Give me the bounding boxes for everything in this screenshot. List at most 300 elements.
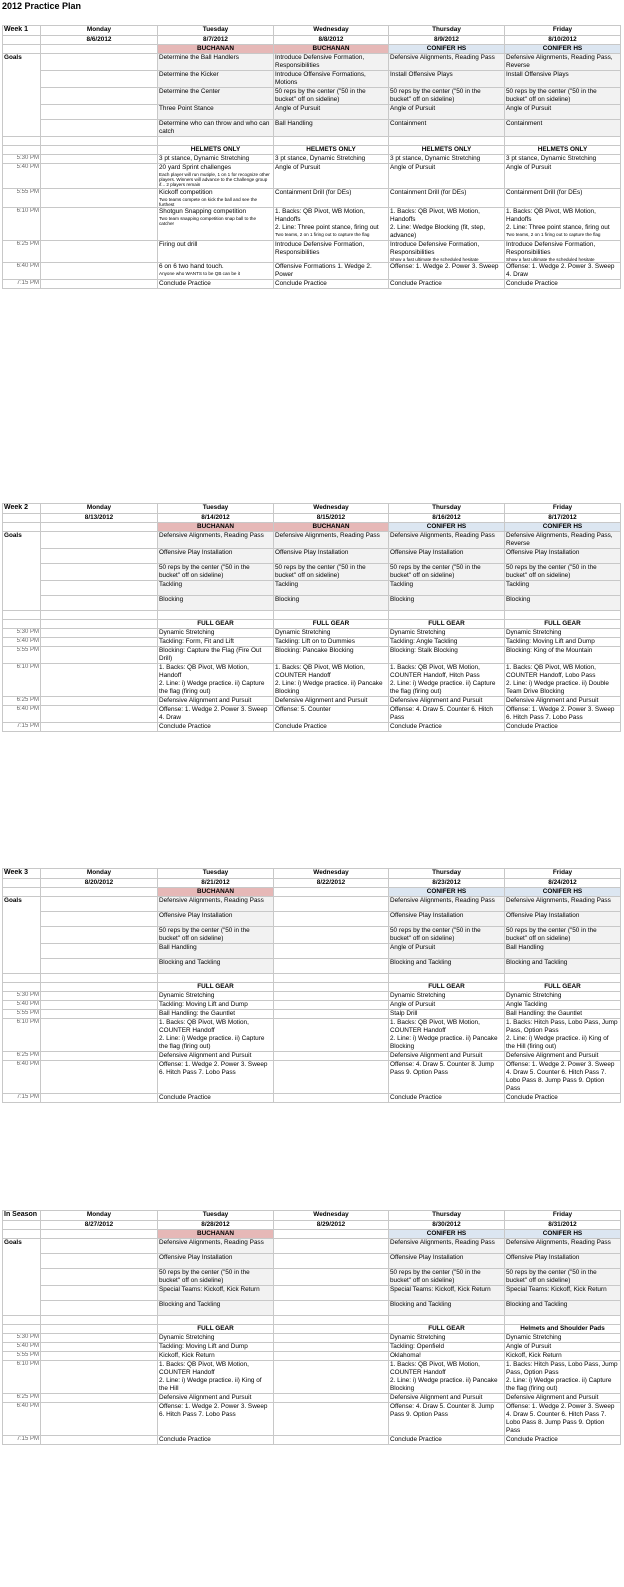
activity-cell (158, 646, 274, 663)
activity-cell (158, 663, 274, 696)
goal-cell: Containment (505, 119, 621, 136)
activity-text: Angle of Pursuit (390, 163, 436, 171)
activity-text: Show a fast ultimate the scheduled hesitate (506, 257, 595, 263)
goal-cell: Blocking (158, 595, 274, 610)
activity-cell (274, 705, 389, 722)
activity-cell (274, 1060, 389, 1093)
activity-cell (274, 1333, 389, 1342)
spacer-cell (389, 1315, 505, 1324)
goal-cell (274, 896, 389, 911)
schedule-row (3, 241, 621, 263)
day-date: 8/17/2012 (505, 513, 621, 522)
activity-cell (274, 696, 389, 705)
day-date: 8/8/2012 (274, 35, 389, 44)
activity-text: 2. Line: i) Wedge practice. ii) Capture the flag (firing out) (390, 679, 496, 695)
activity-text: 2. Line: Wedge Blocking (fit, step, advance) (390, 224, 486, 240)
activity-text: Conclude Practice (506, 280, 558, 288)
activity-cell (505, 663, 621, 696)
spacer-cell (3, 513, 41, 522)
spacer-cell (158, 136, 274, 145)
activity-text: 3 pt stance, Dynamic Stretching (390, 154, 481, 162)
activity-cell (505, 1051, 621, 1060)
activity-text: Angle of Pursuit (275, 163, 321, 171)
schedule-row (3, 663, 621, 696)
week-label: Week 2 (3, 504, 41, 514)
activity-text: Dynamic Stretching (275, 628, 331, 636)
location-badge: CONIFER HS (505, 887, 621, 896)
location-row (3, 44, 621, 53)
goal-cell: Defensive Alignments, Reading Pass (389, 896, 505, 911)
goal-cell: Blocking (389, 595, 505, 610)
spacer-cell (274, 136, 389, 145)
activity-text: 2. Line: i) Wedge practice. ii) Pancake Blocking (275, 679, 383, 695)
activity-cell (41, 1351, 158, 1360)
activity-text: Offense: 1. Wedge 2. Power 3. Sweep 4. Draw 5. Counter 6. Hitch Pass 7. Lobo Pass 8. Jump Pass 9. Option Pass (506, 1402, 615, 1434)
schedule-row (3, 696, 621, 705)
day-name-row (3, 26, 621, 36)
activity-cell (389, 637, 505, 646)
day-date: 8/9/2012 (389, 35, 505, 44)
activity-text: Defensive Alignment and Pursuit (159, 1051, 252, 1059)
goal-row (3, 958, 621, 973)
day-name-row (3, 504, 621, 514)
day-date: 8/16/2012 (389, 513, 505, 522)
activity-text: Blocking: Capture the Flag (Fire Out Drill) (159, 646, 262, 662)
spacer-cell (3, 878, 41, 887)
goal-row (3, 595, 621, 610)
time-slot: 6:40 PM (3, 263, 41, 280)
time-slot: 5:30 PM (3, 991, 41, 1000)
time-slot: 7:15 PM (3, 722, 41, 731)
location-badge (41, 44, 158, 53)
activity-cell (274, 1435, 389, 1444)
goal-cell: Angle of Pursuit (389, 943, 505, 958)
day-date: 8/13/2012 (41, 513, 158, 522)
time-slot: 6:40 PM (3, 1402, 41, 1435)
goal-cell: Blocking and Tackling (158, 958, 274, 973)
spacer-cell (41, 610, 158, 619)
activity-text: Conclude Practice (390, 280, 442, 288)
location-badge: CONIFER HS (389, 44, 505, 53)
goal-cell: Offensive Play Installation (389, 911, 505, 926)
activity-cell (41, 280, 158, 289)
activity-cell (158, 1000, 274, 1009)
activity-cell (505, 722, 621, 731)
time-slot: 6:40 PM (3, 705, 41, 722)
activity-text: Dynamic Stretching (506, 628, 562, 636)
day-date: 8/27/2012 (41, 1220, 158, 1229)
activity-cell (389, 188, 505, 208)
activity-text: Shotgun Snapping competition (159, 208, 247, 216)
goal-cell: Tackling (505, 580, 621, 595)
activity-cell (158, 1018, 274, 1051)
activity-text: Kickoff, Kick Return (159, 1351, 215, 1359)
goal-cell (41, 943, 158, 958)
gear-label: HELMETS ONLY (505, 145, 621, 154)
goal-cell (41, 1285, 158, 1300)
activity-cell (389, 1351, 505, 1360)
goal-row (3, 580, 621, 595)
activity-cell (158, 1393, 274, 1402)
goal-cell: 50 reps by the center ("50 in the bucket" off on sideline) (389, 563, 505, 580)
activity-cell (505, 1333, 621, 1342)
activity-cell (389, 263, 505, 280)
activity-text: Dynamic Stretching (390, 991, 446, 999)
spacer-cell (41, 973, 158, 982)
schedule-row (3, 1342, 621, 1351)
schedule-row (3, 637, 621, 646)
schedule-row (3, 628, 621, 637)
day-date: 8/29/2012 (274, 1220, 389, 1229)
activity-cell (158, 1402, 274, 1435)
activity-cell (505, 263, 621, 280)
activity-cell (41, 1000, 158, 1009)
goal-cell (41, 70, 158, 87)
time-slot: 7:15 PM (3, 1093, 41, 1102)
activity-cell (41, 991, 158, 1000)
activity-cell (505, 163, 621, 188)
activity-text: Conclude Practice (390, 722, 442, 730)
activity-cell (274, 1093, 389, 1102)
goal-cell (274, 926, 389, 943)
spacer-cell (3, 35, 41, 44)
goal-cell: 50 reps by the center ("50 in the bucket" off on sideline) (389, 926, 505, 943)
activity-cell (505, 1093, 621, 1102)
day-name: Wednesday (274, 869, 389, 879)
spacer-cell (389, 136, 505, 145)
spacer-row (3, 1315, 621, 1324)
spacer-cell (3, 610, 41, 619)
goal-cell (41, 563, 158, 580)
time-slot: 6:40 PM (3, 1060, 41, 1093)
activity-text: Tackling: Angle Tackling (390, 637, 458, 645)
goal-row (3, 943, 621, 958)
activity-text: Introduce Defensive Formation, Responsibilities (390, 241, 480, 257)
week-block (2, 1210, 621, 1445)
goal-row (3, 926, 621, 943)
schedule-row (3, 1393, 621, 1402)
spacer-cell (3, 522, 41, 531)
goal-cell: Special Teams: Kickoff, Kick Return (158, 1285, 274, 1300)
gear-label: FULL GEAR (158, 1324, 274, 1333)
activity-text: Offense: 1. Wedge 2. Power 3. Sweep (390, 263, 499, 271)
goal-cell: Defensive Alignments, Reading Pass (389, 53, 505, 70)
goal-cell: Offensive Play Installation (389, 1253, 505, 1268)
goal-cell (274, 911, 389, 926)
activity-text: Dynamic Stretching (159, 628, 215, 636)
goal-cell: 50 reps by the center ("50 in the bucket" off on sideline) (505, 926, 621, 943)
activity-cell (41, 1009, 158, 1018)
goal-cell: Defensive Alignments, Reading Pass (389, 1238, 505, 1253)
spacer-cell (3, 973, 41, 982)
activity-text: Angle of Pursuit (506, 1342, 552, 1350)
schedule-row (3, 1018, 621, 1051)
goal-cell (41, 104, 158, 119)
time-slot: 6:25 PM (3, 1393, 41, 1402)
activity-cell (389, 1051, 505, 1060)
activity-cell (389, 722, 505, 731)
activity-cell (389, 1018, 505, 1051)
goal-cell (41, 911, 158, 926)
activity-text: Defensive Alignment and Pursuit (275, 696, 368, 704)
activity-cell (41, 705, 158, 722)
gear-label: FULL GEAR (389, 619, 505, 628)
gear-label: FULL GEAR (505, 982, 621, 991)
goal-cell (274, 943, 389, 958)
day-name: Friday (505, 869, 621, 879)
activity-cell (158, 208, 274, 241)
activity-text: Offense: 1. Wedge 2. Power 3. Sweep 4. Draw (159, 705, 268, 721)
goal-cell: Determine the Kicker (158, 70, 274, 87)
activity-cell (274, 1018, 389, 1051)
location-badge: BUCHANAN (158, 1229, 274, 1238)
goal-cell (274, 958, 389, 973)
day-name: Thursday (389, 26, 505, 36)
activity-text: Blocking: Stalk Blocking (390, 646, 458, 654)
goal-cell: Defensive Alignments, Reading Pass, Reverse (505, 531, 621, 548)
location-badge: CONIFER HS (505, 522, 621, 531)
activity-cell (158, 1333, 274, 1342)
activity-text: Tackling: Lift on to Dummies (275, 637, 355, 645)
activity-cell (389, 1060, 505, 1093)
activity-cell (274, 1009, 389, 1018)
activity-cell (505, 637, 621, 646)
week-label: Week 3 (3, 869, 41, 879)
gear-label: FULL GEAR (389, 1324, 505, 1333)
activity-text: Defensive Alignment and Pursuit (506, 1051, 599, 1059)
time-slot: 6:10 PM (3, 208, 41, 241)
goal-cell: Offensive Play Installation (158, 1253, 274, 1268)
goal-cell (41, 87, 158, 104)
gear-label: FULL GEAR (505, 619, 621, 628)
schedule-row (3, 1000, 621, 1009)
day-name: Monday (41, 869, 158, 879)
goal-cell (41, 548, 158, 563)
activity-cell (41, 696, 158, 705)
spacer-cell (158, 610, 274, 619)
goals-label: Goals (3, 1238, 41, 1315)
date-row (3, 878, 621, 887)
activity-text: 1. Backs: QB Pivot, WB Motion, COUNTER Handoff (159, 1018, 249, 1034)
activity-cell (158, 628, 274, 637)
activity-cell (41, 722, 158, 731)
day-name: Thursday (389, 504, 505, 514)
goal-cell: 50 reps by the center ("50 in the bucket" off on sideline) (158, 926, 274, 943)
goal-row (3, 104, 621, 119)
activity-cell (505, 628, 621, 637)
activity-text: Offense: 1. Wedge 2. Power 3. Sweep 6. Hitch Pass 7. Lobo Pass (159, 1402, 268, 1418)
gear-label: FULL GEAR (389, 982, 505, 991)
day-date: 8/31/2012 (505, 1220, 621, 1229)
gear-label (41, 619, 158, 628)
goal-cell: Special Teams: Kickoff, Kick Return (505, 1285, 621, 1300)
goal-cell (274, 1268, 389, 1285)
activity-text: Tackling: Form, Fit and Lift (159, 637, 234, 645)
goal-cell: 50 reps by the center ("50 in the bucket" off on sideline) (274, 87, 389, 104)
goal-row (3, 87, 621, 104)
goal-cell (41, 926, 158, 943)
activity-cell (274, 991, 389, 1000)
week-table (2, 1210, 621, 1445)
gear-label: Helmets and Shoulder Pads (505, 1324, 621, 1333)
activity-text: Offense: 4. Draw 5. Counter 8. Jump Pass 9. Option Pass (390, 1060, 494, 1076)
day-date: 8/24/2012 (505, 878, 621, 887)
goal-cell: Determine who can throw and who can catch (158, 119, 274, 136)
activity-text: 2. Line: i) Wedge practice. ii) Pancake Blocking (390, 1034, 498, 1050)
goal-cell: Introduce Offensive Formations, Motions (274, 70, 389, 87)
activity-text: Conclude Practice (275, 280, 327, 288)
goal-cell: 50 reps by the center ("50 in the bucket" off on sideline) (389, 1268, 505, 1285)
activity-cell (158, 991, 274, 1000)
activity-text: 2. Line: i) Wedge practice. ii) King of the Hill (159, 1376, 262, 1392)
goal-cell: Determine the Center (158, 87, 274, 104)
activity-cell (389, 1342, 505, 1351)
activity-text: Tackling: Moving Lift and Dump (159, 1342, 248, 1350)
activity-cell (158, 1060, 274, 1093)
activity-text: Defensive Alignment and Pursuit (159, 1393, 252, 1401)
gear-row (3, 1324, 621, 1333)
activity-cell (274, 1360, 389, 1393)
spacer-cell (505, 973, 621, 982)
goal-row (3, 119, 621, 136)
activity-text: Defensive Alignment and Pursuit (506, 1393, 599, 1401)
spacer-row (3, 136, 621, 145)
activity-cell (158, 1435, 274, 1444)
gear-label: FULL GEAR (158, 619, 274, 628)
spacer-row (3, 610, 621, 619)
location-badge (274, 887, 389, 896)
activity-text: Offense: 1. Wedge 2. Power 3. Sweep 4. Draw (506, 263, 615, 279)
activity-cell (505, 1009, 621, 1018)
activity-cell (41, 208, 158, 241)
goal-cell: 50 reps by the center ("50 in the bucket" off on sideline) (505, 1268, 621, 1285)
time-slot: 5:55 PM (3, 646, 41, 663)
activity-cell (274, 1051, 389, 1060)
goal-row (3, 563, 621, 580)
activity-text: Introduce Defensive Formation, Responsibilities (275, 241, 365, 257)
activity-cell (389, 663, 505, 696)
activity-cell (274, 1351, 389, 1360)
location-badge (41, 522, 158, 531)
activity-cell (389, 991, 505, 1000)
day-name: Friday (505, 504, 621, 514)
activity-text: Offense: 5. Counter (275, 705, 331, 713)
activity-cell (505, 188, 621, 208)
week-block (2, 25, 621, 289)
activity-text: Angle of Pursuit (506, 163, 552, 171)
activity-cell (389, 280, 505, 289)
location-badge: BUCHANAN (158, 44, 274, 53)
activity-text: Conclude Practice (159, 722, 211, 730)
activity-cell (274, 1402, 389, 1435)
week-table (2, 503, 621, 732)
spacer-cell (505, 610, 621, 619)
time-slot: 6:10 PM (3, 1360, 41, 1393)
spacer-cell (274, 610, 389, 619)
activity-cell (41, 1393, 158, 1402)
location-badge (41, 1229, 158, 1238)
activity-text: Defensive Alignment and Pursuit (159, 696, 252, 704)
goals-label: Goals (3, 53, 41, 136)
goal-cell: Defensive Alignments, Reading Pass (158, 1238, 274, 1253)
schedule-row (3, 1051, 621, 1060)
gear-label: HELMETS ONLY (389, 145, 505, 154)
goal-row (3, 911, 621, 926)
date-row (3, 1220, 621, 1229)
activity-cell (158, 280, 274, 289)
goal-cell: Containment (389, 119, 505, 136)
goal-row (3, 1253, 621, 1268)
spacer-cell (158, 973, 274, 982)
activity-text: Containment Drill (for DEs) (390, 188, 467, 196)
day-name: Tuesday (158, 504, 274, 514)
activity-text: Two teams compete on kick the ball and see the furthest (159, 196, 258, 207)
goal-cell (41, 1238, 158, 1253)
schedule-row (3, 1402, 621, 1435)
day-date: 8/14/2012 (158, 513, 274, 522)
day-name-row (3, 869, 621, 879)
goal-cell (41, 119, 158, 136)
activity-cell (41, 1360, 158, 1393)
activity-text: Kickoff competition (159, 188, 213, 196)
activity-cell (158, 1351, 274, 1360)
spacer-cell (41, 136, 158, 145)
goals-label: Goals (3, 531, 41, 610)
activity-text: Conclude Practice (390, 1435, 442, 1443)
activity-text: Dynamic Stretching (159, 991, 215, 999)
spacer-cell (274, 1315, 389, 1324)
activity-cell (505, 1342, 621, 1351)
activity-cell (41, 263, 158, 280)
activity-text: 1. Backs: QB Pivot, WB Motion, COUNTER Handoff (390, 1018, 480, 1034)
activity-text: 2. Line: i) Wedge practice. ii) Capture the flag (firing out) (159, 1034, 265, 1050)
activity-cell (505, 154, 621, 163)
activity-text: 1. Backs: QB Pivot, WB Motion, Handoffs (506, 208, 596, 224)
gear-label: FULL GEAR (158, 982, 274, 991)
activity-cell (158, 1051, 274, 1060)
activity-text: 3 pt stance, Dynamic Stretching (275, 154, 366, 162)
goal-cell: Offensive Play Installation (505, 911, 621, 926)
schedule-row (3, 163, 621, 188)
activity-cell (505, 1435, 621, 1444)
activity-cell (274, 1393, 389, 1402)
activity-cell (389, 1435, 505, 1444)
week-table (2, 868, 621, 1103)
activity-cell (389, 163, 505, 188)
activity-cell (389, 1333, 505, 1342)
time-slot: 5:40 PM (3, 1000, 41, 1009)
goal-row (3, 1300, 621, 1315)
location-badge (274, 1229, 389, 1238)
activity-cell (274, 1342, 389, 1351)
activity-text: Offense: 1. Wedge 2. Power 3. Sweep 6. Hitch Pass 7. Lobo Pass (506, 705, 615, 721)
activity-text: 1. Backs: QB Pivot, WB Motion, COUNTER Handoff (275, 663, 365, 679)
sheet-title: 2012 Practice Plan (2, 1, 82, 11)
activity-text: Ball Handling: the Gauntlet (159, 1009, 236, 1017)
activity-text: Two team snapping competition snap ball to the catcher (159, 216, 257, 227)
week-block (2, 868, 621, 1103)
day-name: Monday (41, 1211, 158, 1221)
activity-text: Conclude Practice (506, 1093, 558, 1101)
activity-cell (389, 208, 505, 241)
activity-text: Conclude Practice (506, 1435, 558, 1443)
activity-text: 3 pt stance, Dynamic Stretching (159, 154, 250, 162)
activity-text: 2. Line: i) Wedge practice. ii) King of the Hill (firing out) (506, 1034, 609, 1050)
goal-cell (41, 958, 158, 973)
activity-text: Conclude Practice (506, 722, 558, 730)
activity-text: Offense: 1. Wedge 2. Power 3. Sweep 4. Draw 5. Counter 6. Hitch Pass 7. Lobo Pass 8. Jump Pass 9. Option Pass (506, 1060, 615, 1092)
activity-text: Offense: 4. Draw 5. Counter 6. Hitch Pass (390, 705, 493, 721)
